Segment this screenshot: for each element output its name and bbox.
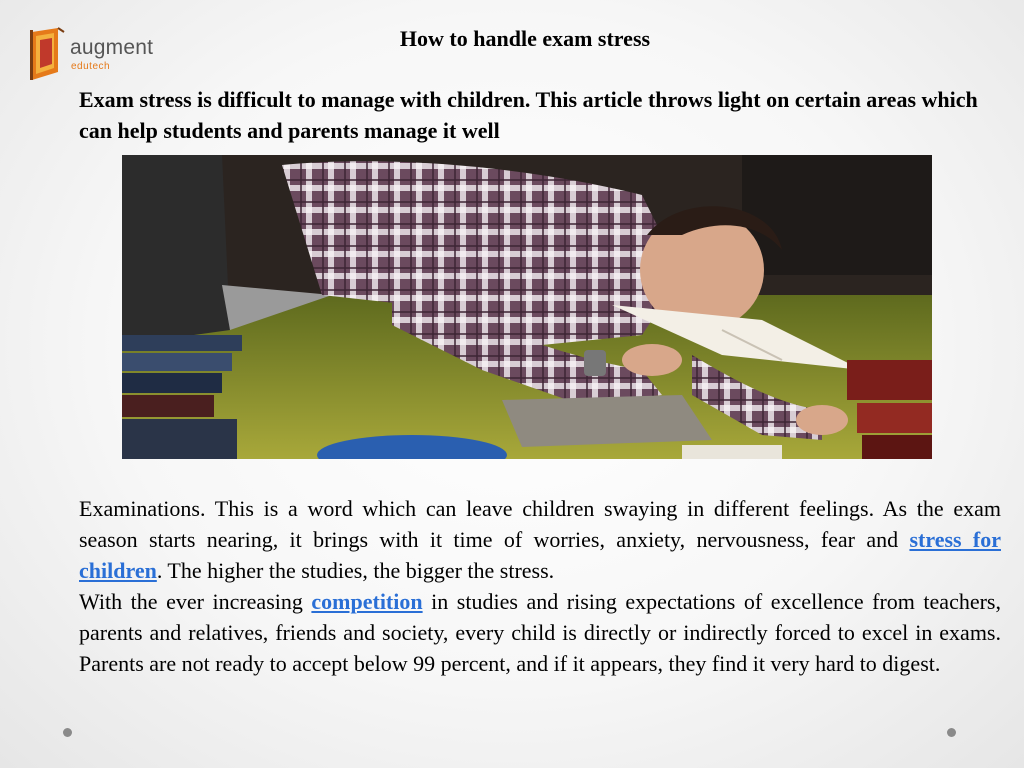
student-sleeping-on-books-photo-icon <box>122 155 932 459</box>
paragraph-1 <box>79 493 1001 586</box>
logo-name: augment <box>70 36 154 59</box>
slide-dot-left <box>63 728 72 737</box>
stress-for-children-link[interactable]: stress for children <box>79 527 1001 583</box>
competition-link[interactable]: competition <box>311 589 423 614</box>
paragraph-1-end: . The higher the studies, the bigger the stress. <box>156 558 555 583</box>
paragraph-2-intro: With the ever increasing <box>79 589 312 614</box>
article-subtitle: Exam stress is difficult to manage with children. This article throws light on certain areas which can help students and parents manage it well <box>79 87 978 143</box>
paragraph-1-intro: Examinations. This is a word which can leave children swaying in different feelings. As the exam season starts nearing, it brings with it time of worries, anxiety, nervousness, fear and <box>79 496 1001 552</box>
slide-dot-right <box>947 728 956 737</box>
hero-image <box>122 155 932 459</box>
article-body <box>79 493 1001 679</box>
page-title: How to handle exam stress <box>399 26 651 51</box>
paragraph-2-end: in studies and rising expectations of excellence from teachers, parents and relatives, friends and society, every child is directly or indirectly forced to excel in exams. Parents are not ready to accept below 99 percent, and if it appears, they find it very hard to digest. <box>79 589 1001 676</box>
paragraph-2 <box>79 586 1001 679</box>
logo-tagline: edutech <box>71 61 111 72</box>
